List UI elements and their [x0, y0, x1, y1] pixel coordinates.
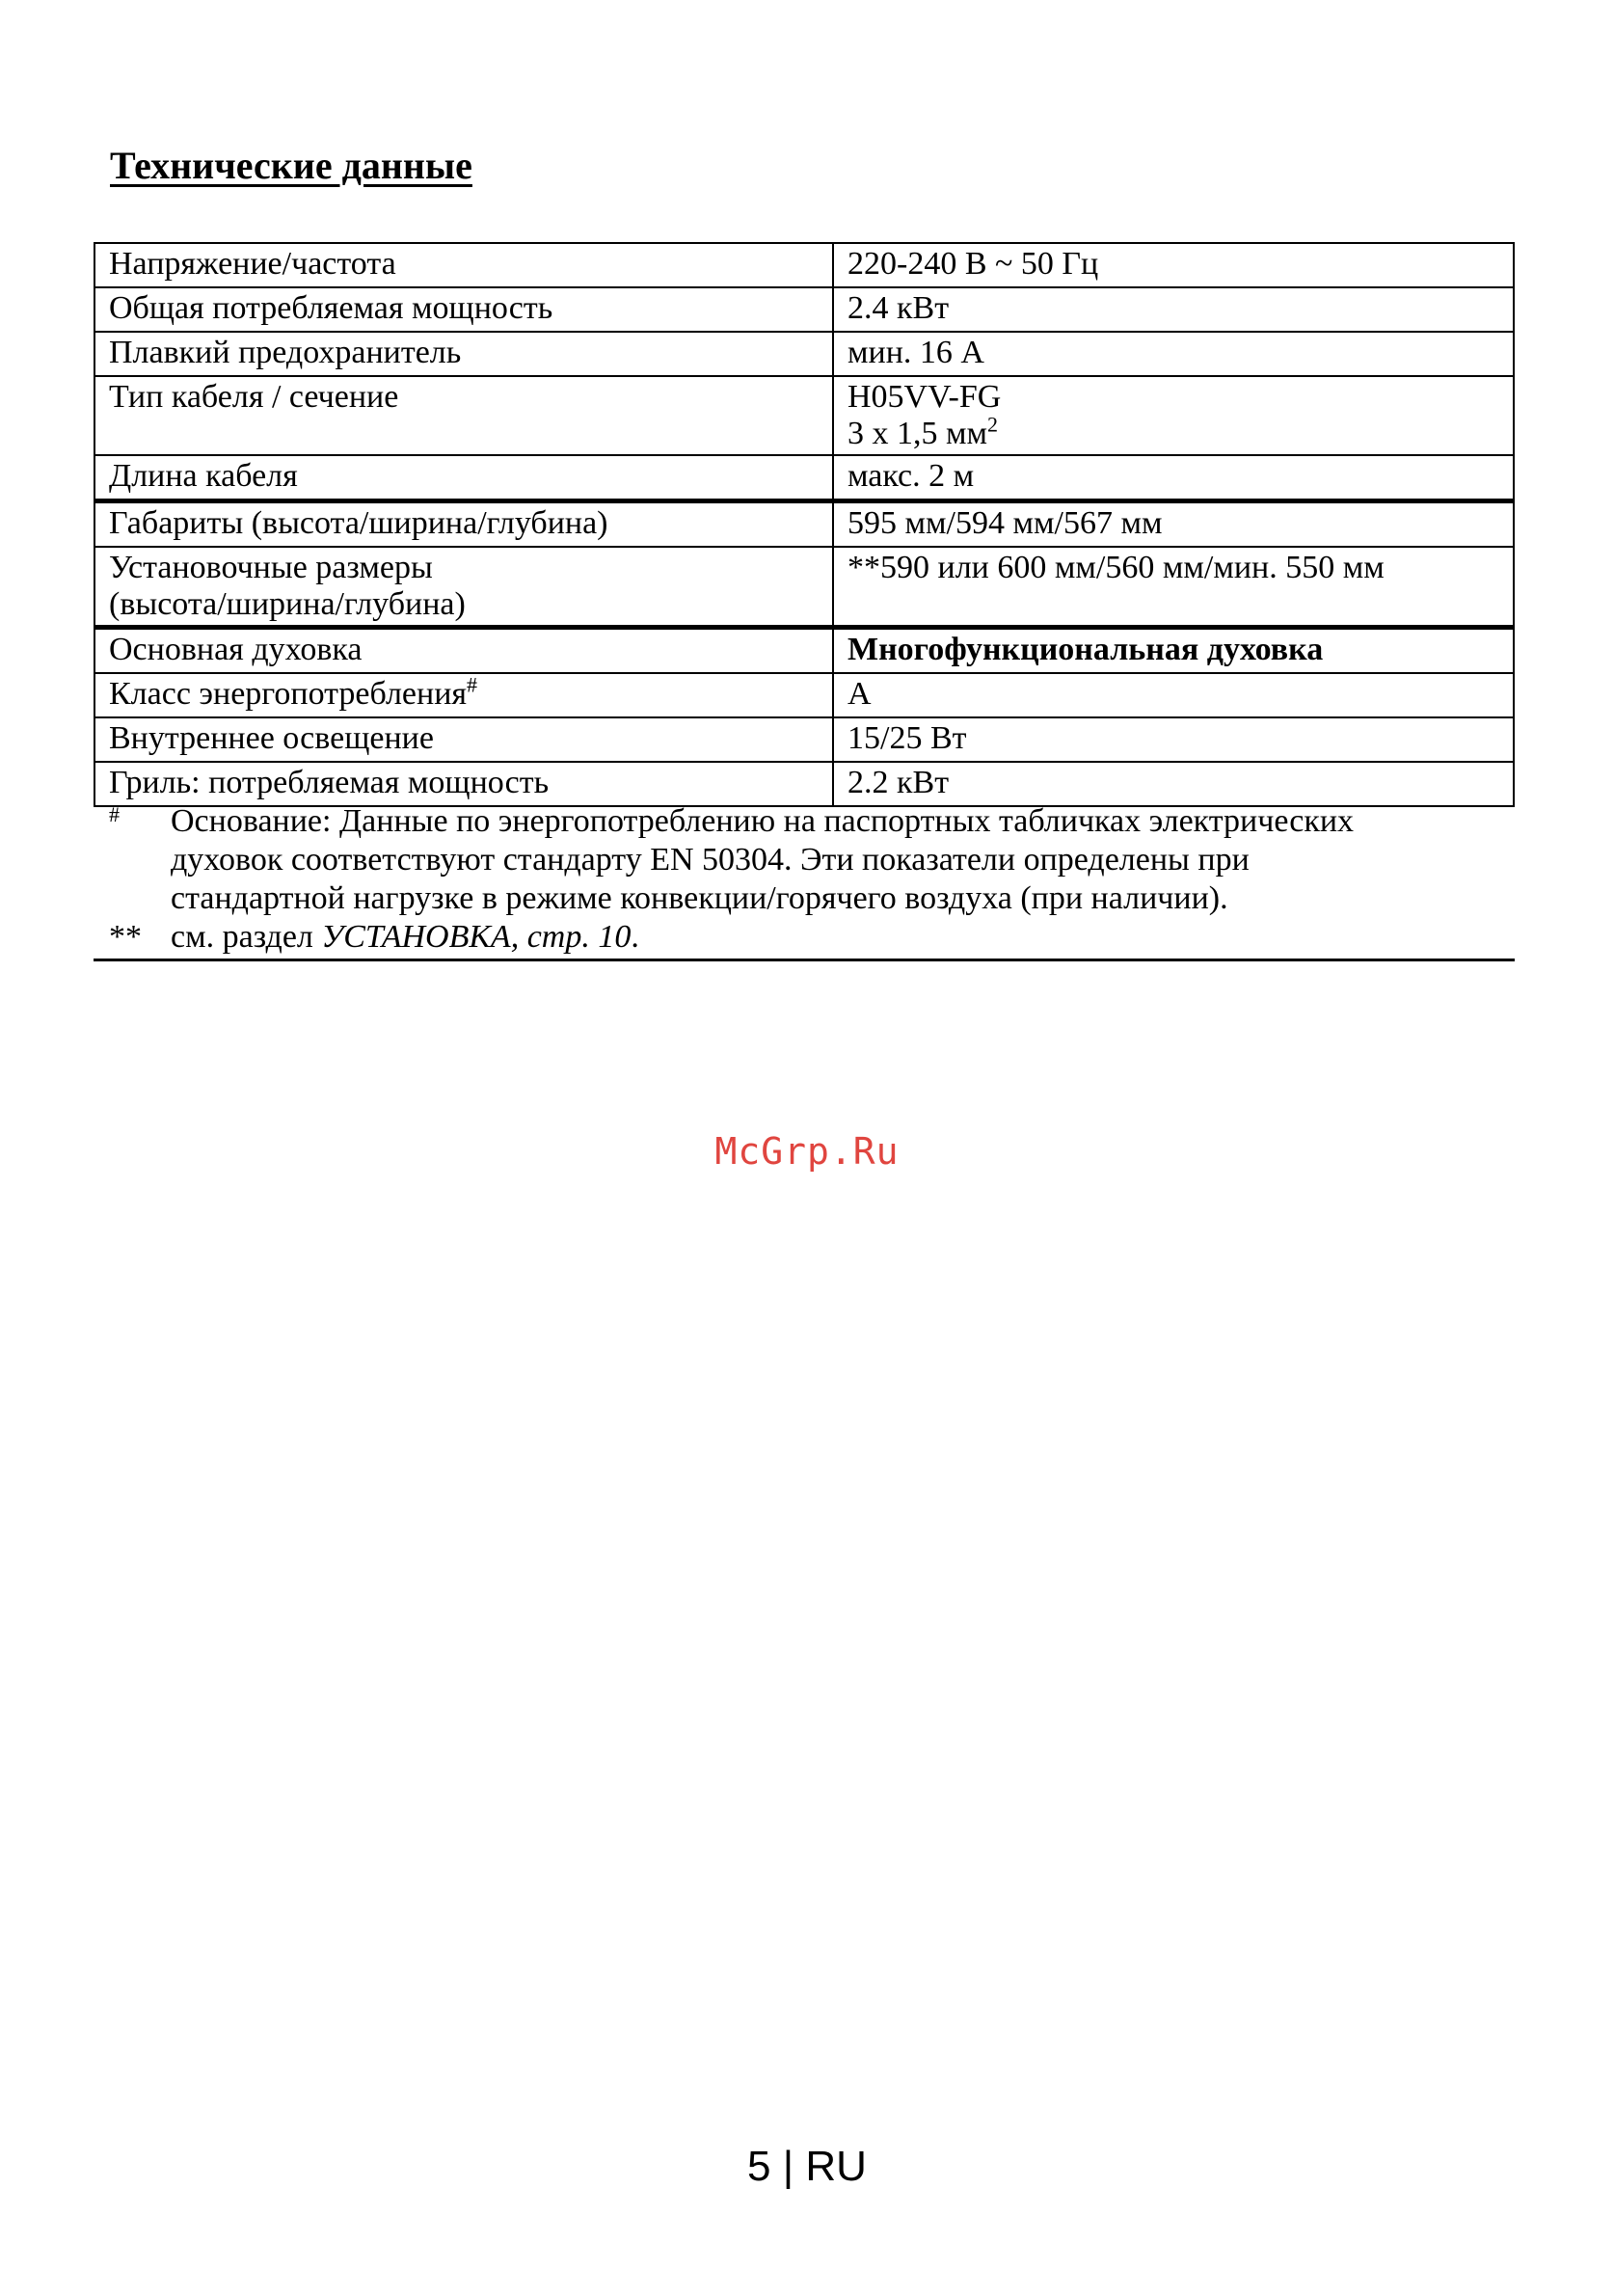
table-row	[94, 332, 1514, 376]
table-row	[94, 455, 1514, 501]
row-value: 2.4 кВт	[833, 287, 1514, 332]
technical-data-table	[94, 242, 1515, 807]
footnote-suffix: .	[631, 919, 639, 955]
footnote-text	[171, 918, 1515, 957]
row-label: Гриль: потребляемая мощность	[94, 762, 833, 806]
row-value: A	[833, 673, 1514, 717]
table-row	[94, 762, 1514, 806]
footnote	[94, 918, 1515, 957]
row-value: **590 или 600 мм/560 мм/мин. 550 мм	[833, 547, 1514, 628]
label-text: Класс энергопотребления	[109, 676, 468, 712]
row-value: 595 мм/594 мм/567 мм	[833, 501, 1514, 548]
row-value: 2.2 кВт	[833, 762, 1514, 806]
row-value	[833, 376, 1514, 455]
page-title: Технические данные	[110, 144, 472, 187]
table-row	[94, 376, 1514, 455]
table-row	[94, 243, 1514, 287]
row-value: Многофункциональная духовка	[833, 628, 1514, 674]
superscript: 2	[987, 412, 999, 437]
table-row	[94, 547, 1514, 628]
value-line: H05VV-FG	[847, 379, 1002, 415]
table-row	[94, 717, 1514, 762]
row-label: Напряжение/частота	[94, 243, 833, 287]
row-label: Внутреннее освещение	[94, 717, 833, 762]
footnote-line: духовок соответствуют стандарту EN 50304. Эти показатели определены при	[171, 842, 1250, 878]
footnote	[94, 802, 1515, 918]
value-line	[847, 412, 1499, 452]
row-label: Основная духовка	[94, 628, 833, 674]
row-value: макс. 2 м	[833, 455, 1514, 501]
value-text: 3 x 1,5 мм	[847, 416, 988, 451]
row-label	[94, 673, 833, 717]
table-row	[94, 628, 1514, 674]
footnote-line: Основание: Данные по энергопотреблению на паспортных табличках электрических	[171, 803, 1355, 839]
table-row	[94, 673, 1514, 717]
label-line: (высота/ширина/глубина)	[109, 586, 466, 622]
table-row	[94, 287, 1514, 332]
row-label: Плавкий предохранитель	[94, 332, 833, 376]
row-value: мин. 16 А	[833, 332, 1514, 376]
footnote-text	[171, 802, 1515, 918]
footnote-mark: **	[109, 919, 142, 955]
section-reference: УСТАНОВКА, стр. 10	[321, 919, 632, 955]
page-number: 5 | RU	[747, 2143, 867, 2190]
row-label: Длина кабеля	[94, 455, 833, 501]
footnote-prefix: см. раздел	[171, 919, 322, 955]
table-row	[94, 501, 1514, 548]
footnote-line: стандартной нагрузке в режиме конвекции/горячего воздуха (при наличии).	[171, 880, 1228, 916]
superscript: #	[467, 672, 478, 697]
row-label: Габариты (высота/ширина/глубина)	[94, 501, 833, 548]
label-line: Установочные размеры	[109, 550, 433, 585]
row-value: 15/25 Вт	[833, 717, 1514, 762]
row-value: 220-240 В ~ 50 Гц	[833, 243, 1514, 287]
row-label	[94, 547, 833, 628]
watermark: McGrp.Ru	[714, 1130, 900, 1173]
row-label: Тип кабеля / сечение	[94, 376, 833, 455]
footnotes	[94, 802, 1515, 961]
row-label: Общая потребляемая мощность	[94, 287, 833, 332]
footnote-mark: #	[109, 802, 120, 826]
